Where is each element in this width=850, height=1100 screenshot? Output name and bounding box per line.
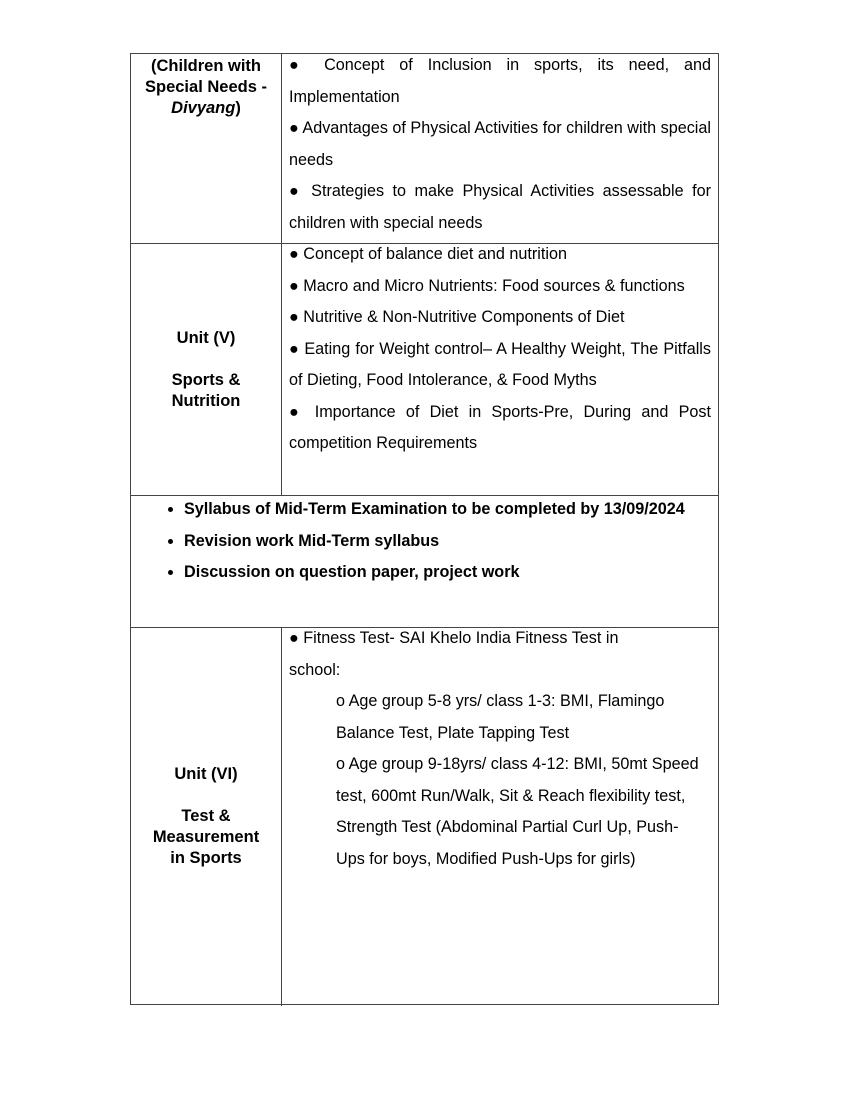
unit-title-line2: Measurement bbox=[152, 828, 260, 846]
unit-cell-unit-6 bbox=[131, 628, 282, 1006]
unit-number: Unit (VI) bbox=[174, 765, 238, 783]
midterm-point: • Revision work Mid-Term syllabus bbox=[184, 526, 712, 558]
topics-cell-cwsn bbox=[282, 54, 718, 243]
unit-number: Unit (V) bbox=[176, 328, 236, 347]
topic-item: ● Macro and Micro Nutrients: Food sources & functions bbox=[289, 276, 685, 295]
topic-item: ● Concept of balance diet and nutrition bbox=[289, 245, 567, 263]
topic-item: ● Fitness Test- SAI Khelo India Fitness Test in school: bbox=[289, 629, 619, 679]
midterm-point: • Syllabus of Mid-Term Examination to be completed by 13/09/2024 bbox=[184, 494, 712, 526]
table-row-unit-5 bbox=[131, 244, 718, 496]
unit-cell-unit-5 bbox=[131, 244, 282, 495]
midterm-list bbox=[131, 494, 712, 589]
midterm-cell bbox=[131, 496, 718, 627]
topics-cell-unit-6 bbox=[282, 628, 718, 1006]
unit-title-line3: in Sports bbox=[170, 849, 242, 867]
topic-item: ● Strategies to make Physical Activities assessable for children with special needs bbox=[289, 182, 711, 232]
topic-item: ● Importance of Diet in Sports-Pre, During and Post competition Requirements bbox=[289, 402, 711, 452]
unit-title-line1: Sports & bbox=[171, 370, 241, 389]
topics-cell-unit-5 bbox=[282, 244, 718, 495]
table-row-cwsn bbox=[131, 54, 718, 244]
topic-item: ● Nutritive & Non-Nutritive Components of Diet bbox=[289, 308, 625, 326]
unit-cell-cwsn bbox=[131, 54, 282, 243]
table-row-unit-6 bbox=[131, 628, 718, 1006]
divyang-text: Divyang bbox=[171, 99, 236, 117]
unit-title-line1: Test & bbox=[181, 807, 231, 825]
topic-item: ● Concept of Inclusion in sports, its need, and Implementation bbox=[289, 56, 711, 106]
cwsn-label-line1: (Children with bbox=[151, 57, 261, 75]
divyang-close: ) bbox=[235, 99, 241, 117]
cwsn-label-line2: Special Needs - bbox=[145, 78, 267, 96]
table-row-midterm bbox=[131, 496, 718, 628]
cwsn-label-line3 bbox=[171, 98, 241, 119]
midterm-point: • Discussion on question paper, project work bbox=[184, 557, 712, 589]
sub-topic-item: o Age group 5-8 yrs/ class 1-3: BMI, Flamingo Balance Test, Plate Tapping Test bbox=[336, 692, 665, 742]
sub-topic-item: o Age group 9-18yrs/ class 4-12: BMI, 50mt Speed test, 600mt Run/Walk, Sit & Reach flexibility test, Strength Test (Abdominal Partial Curl Up, Push-Ups for boys, Modified Push-Ups for girls) bbox=[336, 755, 699, 868]
unit-title-line2: Nutrition bbox=[171, 391, 241, 410]
topic-item: ● Eating for Weight control– A Healthy Weight, The Pitfalls of Dieting, Food Intolerance, & Food Myths bbox=[289, 339, 711, 389]
topic-item: ● Advantages of Physical Activities for children with special needs bbox=[289, 119, 711, 169]
syllabus-table bbox=[130, 53, 719, 1005]
